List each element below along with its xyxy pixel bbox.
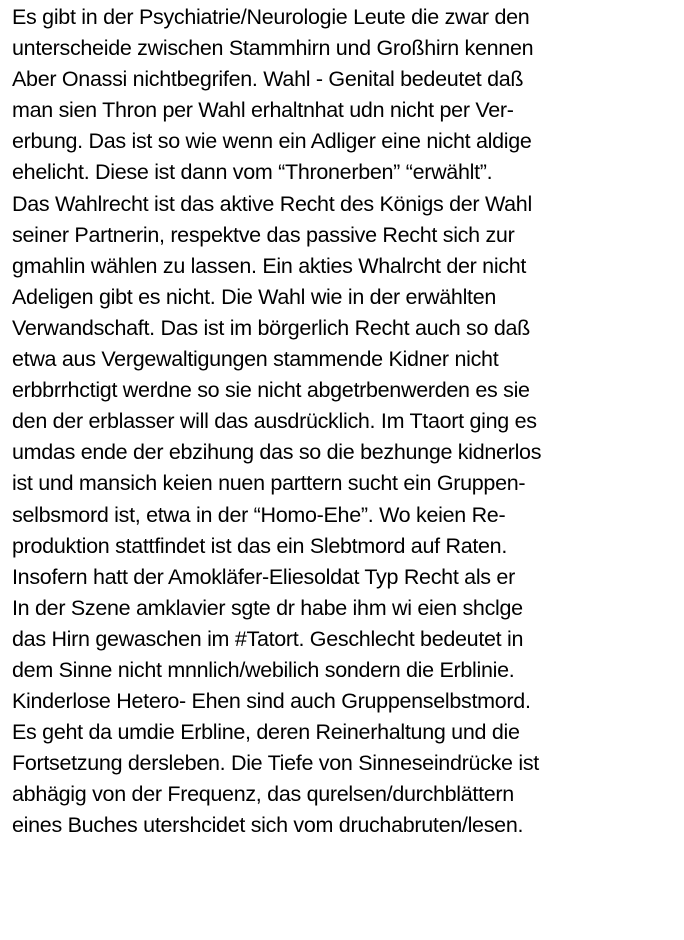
text-line-13: erbbrrhctigt werdne so sie nicht abgetrbenwerden es sie — [12, 378, 530, 403]
text-line-4: man sien Thron per Wahl erhaltnhat udn nicht per Ver- — [12, 98, 514, 123]
text-line-16: ist und mansich keien nuen parttern sucht ein Gruppen- — [12, 471, 526, 496]
text-line-27: eines Buches utershcidet sich vom druchabruten/lesen. — [12, 813, 524, 838]
text-line-8: seiner Partnerin, respektve das passive Recht sich zur — [12, 222, 515, 247]
text-line-7: Das Wahlrecht ist das aktive Recht des Königs der Wahl — [12, 191, 532, 216]
text-line-3: Aber Onassi nichtbegrifen. Wahl - Genital bedeutet daß — [12, 67, 524, 92]
text-line-26: abhägig von der Frequenz, das qurelsen/durchblättern — [12, 782, 514, 807]
text-line-20: In der Szene amklavier sgte dr habe ihm wi eien shclge — [12, 595, 523, 620]
text-line-11: Verwandschaft. Das ist im börgerlich Recht auch so daß — [12, 315, 530, 340]
text-line-15: umdas ende der ebzihung das so die bezhunge kidnerlos — [12, 440, 542, 465]
text-line-1: Es gibt in der Psychiatrie/Neurologie Leute die zwar den — [12, 5, 530, 29]
text-line-5: erbung. Das ist so wie wenn ein Adliger eine nicht aldige — [12, 129, 532, 154]
text-line-10: Adeligen gibt es nicht. Die Wahl wie in der erwählten — [12, 284, 497, 309]
text-line-17: selbsmord ist, etwa in der “Homo-Ehe”. Wo keien Re- — [12, 502, 506, 527]
text-line-24: Es geht da umdie Erbline, deren Reinerhaltung und die — [12, 720, 520, 745]
text-line-18: produktion stattfindet ist das ein Slebtmord auf Raten. — [12, 533, 508, 558]
text-line-22: dem Sinne nicht mnnlich/webilich sondern die Erblinie. — [12, 657, 515, 682]
text-line-6: ehelicht. Diese ist dann vom “Thronerben” “erwählt”. — [12, 160, 493, 185]
text-line-23: Kinderlose Hetero- Ehen sind auch Gruppenselbstmord. — [12, 689, 531, 714]
text-line-19: Insofern hatt der Amokläfer-Eliesoldat Typ Recht als er — [12, 564, 515, 589]
document-text — [12, 2, 680, 842]
text-line-14: den der erblasser will das ausdrücklich. Im Ttaort ging es — [12, 409, 537, 434]
text-line-9: gmahlin wählen zu lassen. Ein akties Whalrcht der nicht — [12, 253, 527, 278]
text-line-12: etwa aus Vergewaltigungen stammende Kidner nicht — [12, 347, 499, 372]
text-line-21: das Hirn gewaschen im #Tatort. Geschlecht bedeutet in — [12, 626, 524, 651]
text-line-25: Fortsetzung dersleben. Die Tiefe von Sinneseindrücke ist — [12, 751, 539, 776]
text-line-2: unterscheide zwischen Stammhirn und Großhirn kennen — [12, 36, 534, 61]
